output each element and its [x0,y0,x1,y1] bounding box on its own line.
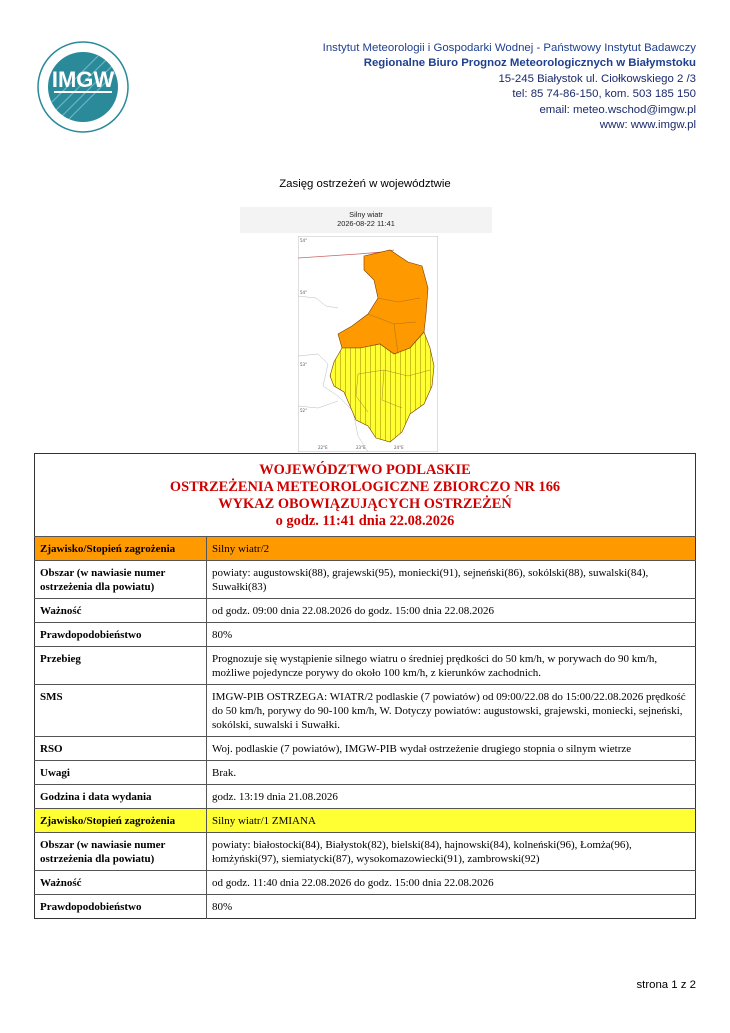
warning-map [240,207,492,453]
bulletin-title [35,454,696,537]
logo-text: IMGW [51,67,115,92]
phone: tel: 85 74-86-150, kom. 503 185 150 [512,88,696,101]
warning1-probability: 80% [207,623,696,647]
warning1-rso-label: RSO [35,737,207,761]
bulletin-title-line4: o godz. 11:41 dnia 22.08.2026 [275,513,455,529]
warning1-phenomenon: Silny wiatr/2 [207,537,696,561]
imgw-logo [36,40,130,134]
table-row [35,737,696,761]
table-row [35,833,696,871]
email[interactable]: email: meteo.wschod@imgw.pl [539,103,696,116]
bulletin-title-line2: OSTRZEŻENIA METEOROLOGICZNE ZBIORCZO NR 166 [169,479,561,495]
map-header [240,207,492,233]
table-row [35,871,696,895]
address: 15-245 Białystok ul. Ciołkowskiego 2 /3 [498,72,696,85]
warning2-phenomenon: Silny wiatr/1 ZMIANA [207,809,696,833]
warning2-area: powiaty: białostocki(84), Białystok(82), bielski(84), hajnowski(84), kolneński(96), Łomża(96), łomżyński(97), siemiatycki(87), wysokomazowiecki(91), zambrowski(92) [207,833,696,871]
bulletin-title-line1: WOJEWÓDZTWO PODLASKIE [259,462,471,478]
table-row [35,809,696,833]
warning1-course-label: Przebieg [35,647,207,685]
warning2-validity: od godz. 11:40 dnia 22.08.2026 do godz. 15:00 dnia 22.08.2026 [207,871,696,895]
warning1-rso: Woj. podlaskie (7 powiatów), IMGW-PIB wydał ostrzeżenie drugiego stopnia o silnym wietrze [207,737,696,761]
table-row [35,561,696,599]
bulletin-title-line3: WYKAZ OBOWIĄZUJĄCYCH OSTRZEŻEŃ [218,496,512,512]
table-row [35,785,696,809]
organization-info [323,41,696,133]
warning2-probability-label: Prawdopodobieństwo [35,895,207,919]
svg-text:24°E: 24°E [394,445,404,450]
map-section-title: Zasięg ostrzeżeń w województwie [279,178,451,190]
warning1-issued: godz. 13:19 dnia 21.08.2026 [207,785,696,809]
table-row [35,761,696,785]
warning1-probability-label: Prawdopodobieństwo [35,623,207,647]
office-name: Regionalne Biuro Prognoz Meteorologicznych w Białymstoku [363,57,696,70]
warning1-course: Prognozuje się wystąpienie silnego wiatru o średniej prędkości do 50 km/h, w porywach do 90 km/h, możliwe pojedyncze porywy do około 100 km/h, z kierunków zachodnich. [207,647,696,685]
warning1-area-label: Obszar (w nawiasie numer ostrzeżenia dla powiatu) [35,561,207,599]
warning1-phenomenon-label: Zjawisko/Stopień zagrożenia [35,537,207,561]
table-row [35,599,696,623]
institute-name: Instytut Meteorologii i Gospodarki Wodnej - Państwowy Instytut Badawczy [322,42,696,54]
map-datetime: 2026-08-22 11:41 [337,219,395,228]
warning1-sms-label: SMS [35,685,207,737]
table-row [35,895,696,919]
table-row [35,623,696,647]
warning1-validity-label: Ważność [35,599,207,623]
warning1-issued-label: Godzina i data wydania [35,785,207,809]
warning2-area-label: Obszar (w nawiasie numer ostrzeżenia dla powiatu) [35,833,207,871]
website[interactable]: www: www.imgw.pl [599,119,696,132]
warning1-notes-label: Uwagi [35,761,207,785]
table-row [35,647,696,685]
warning2-probability: 80% [207,895,696,919]
page-number: strona 1 z 2 [636,979,696,991]
warning1-validity: od godz. 09:00 dnia 22.08.2026 do godz. 15:00 dnia 22.08.2026 [207,599,696,623]
svg-text:23°E: 23°E [356,445,366,450]
table-row [35,537,696,561]
svg-text:52°: 52° [300,408,308,413]
table-row [35,685,696,737]
warning2-validity-label: Ważność [35,871,207,895]
svg-text:53°: 53° [300,362,308,367]
warnings-table [34,453,696,919]
map-caption: Silny wiatr [349,210,383,219]
svg-text:22°E: 22°E [318,445,328,450]
warning1-area: powiaty: augustowski(88), grajewski(95), moniecki(91), sejneński(86), sokólski(88), suwalski(84), Suwałki(83) [207,561,696,599]
svg-text:54°: 54° [300,238,308,243]
map-graphic [298,236,438,452]
warning2-phenomenon-label: Zjawisko/Stopień zagrożenia [35,809,207,833]
warning1-notes: Brak. [207,761,696,785]
svg-text:54°: 54° [300,290,308,295]
warning1-sms: IMGW-PIB OSTRZEGA: WIATR/2 podlaskie (7 powiatów) od 09:00/22.08 do 15:00/22.08.2026 prędkość do 50 km/h, porywy do 90-100 km/h, W. Dotyczy powiatów: augustowski, grajewski, moniecki, sejneński, sokólski, suwalski i Suwałki. [207,685,696,737]
